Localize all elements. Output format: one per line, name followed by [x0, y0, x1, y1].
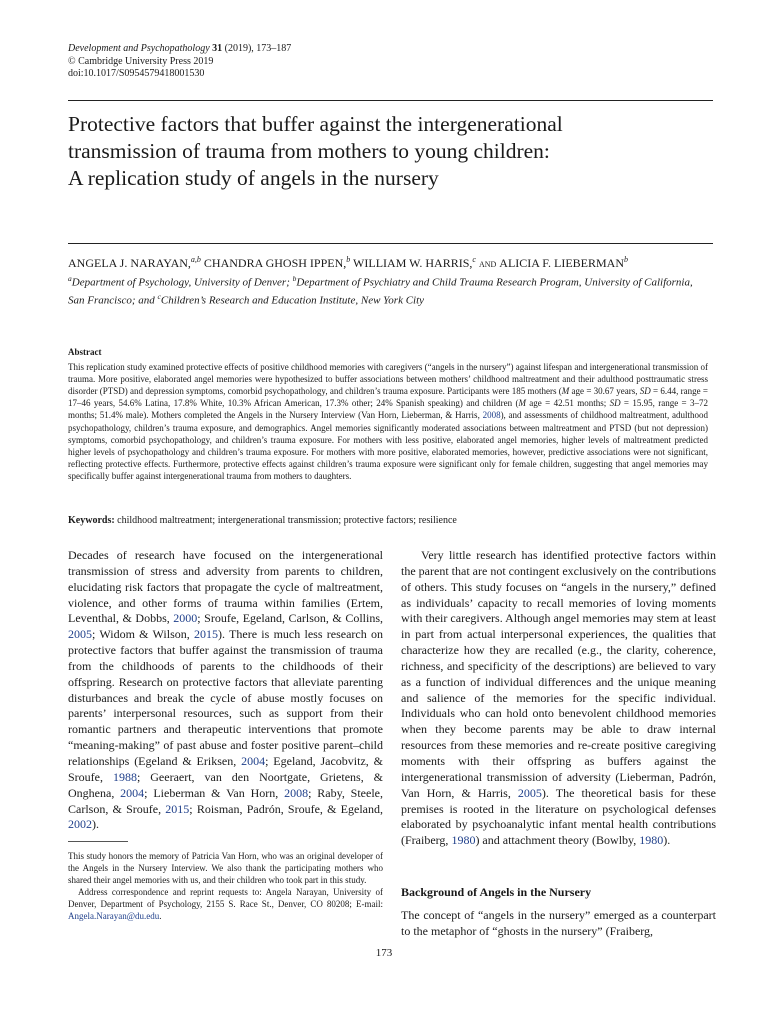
abstract-segment: age = 42.51 months;	[525, 398, 610, 409]
text-segment: ).	[663, 833, 671, 848]
abstract	[68, 346, 708, 482]
footnote-dedication: This study honors the memory of Patricia Van Horn, who was an original developer of the Angels in the Nursery Interview. We also thank the participating mothers who shared their angel memories with us, and their children who took part in this study.	[68, 851, 383, 886]
journal-name: Development and Psychopathology	[68, 43, 210, 54]
body-column-left	[68, 548, 383, 833]
citation-link[interactable]: 2004	[241, 753, 266, 768]
keywords-label: Keywords:	[68, 515, 115, 526]
journal-doi[interactable]: doi:10.1017/S0954579418001530	[68, 68, 205, 79]
header-rule	[68, 100, 713, 101]
journal-volume: 31	[212, 43, 223, 54]
abstract-segment: age = 30.67 years,	[569, 386, 640, 397]
abstract-text	[68, 361, 708, 482]
footnote-address	[68, 886, 383, 922]
citation-link[interactable]: 2015	[194, 627, 219, 642]
citation-link[interactable]: 2000	[173, 611, 198, 626]
author-1: ANGELA J. NARAYAN,	[68, 256, 191, 270]
text-segment: ; Raby, Steele, Carlson, & Sroufe,	[68, 785, 383, 816]
stat-symbol: M	[518, 398, 526, 409]
abstract-segment: = 15.95, range = 3–72 months; 51.4% male). Mothers completed the Angels in the Nursery Interview (Van Horn, Lieberman, & Harris,	[68, 398, 708, 421]
citation-link[interactable]: 2005	[68, 627, 92, 642]
affil-b: Department of Psychiatry and Child Trauma Research Program, University of California, San Francisco; and	[68, 276, 693, 307]
section-paragraph: The concept of “angels in the nursery” emerged as a counterpart to the metaphor of “ghosts in the nursery” (Fraiberg,	[401, 908, 716, 938]
journal-issue-pages: (2019), 173–187	[224, 43, 292, 54]
author-3-affil: c	[472, 255, 476, 264]
keywords-text: childhood maltreatment; intergenerational transmission; protective factors; resilience	[117, 515, 457, 526]
body-paragraph	[68, 548, 383, 833]
citation-link[interactable]: 2008	[284, 785, 309, 800]
citation-link[interactable]: 1980	[451, 833, 476, 848]
text-segment: ).	[92, 817, 99, 832]
stat-symbol: SD	[609, 398, 621, 409]
journal-header	[68, 43, 291, 81]
author-2-affil: b	[346, 255, 351, 264]
citation-link[interactable]: 2002	[68, 817, 92, 832]
affil-c-marker: c	[157, 291, 161, 301]
text-segment: ; Egeland, Jacobvitz, & Sroufe,	[68, 753, 383, 784]
footnote-rule	[68, 841, 128, 842]
author-4-affil: b	[624, 255, 629, 264]
citation-link[interactable]: 2005	[517, 785, 542, 800]
text-segment: ; Sroufe, Egeland, Carlson, & Collins,	[197, 611, 383, 626]
stat-symbol: SD	[639, 386, 651, 397]
text-segment: ; Geeraert, van den Noortgate, Grietens, & Onghena,	[68, 769, 383, 800]
email-link[interactable]: Angela.Narayan@du.edu	[68, 911, 160, 922]
abstract-segment: ), and assessments of childhood maltreatment, adulthood psychopathology, children’s trauma exposure, and demographics. Angel memories significantly moderated associations between maltreatment and PTSD (but not depression) symptoms, comorbid psychopathology, and children’s trauma exposure. For mothers with less positive, elaborated angel memories, higher levels of maltreatment predicted higher levels of psychopathology and children’s trauma exposure. For mothers with more positive, elaborated memories, however, predictive associations were not significant, reflecting protective effects. Furthermore, protective effects against children’s trauma exposure were significant only for female children, suggesting that angel memories may specifically buffer against intergenerational trauma from mothers to daughters.	[68, 410, 708, 481]
page-number: 173	[375, 947, 393, 959]
author-3: WILLIAM W. HARRIS,	[350, 256, 473, 270]
footnotes	[68, 850, 383, 923]
stat-symbol: M	[561, 386, 570, 397]
citation-link[interactable]: 1988	[112, 769, 137, 784]
text-segment: Decades of research have focused on the intergenerational transmission of stress and adversity from parents to children, elucidating risk factors that propagate the cycle of maltreatment, violence, and other forms of trauma within families (Ertem, Leventhal, & Dobbs,	[68, 548, 383, 626]
author-list	[68, 253, 718, 270]
citation-link[interactable]: 2015	[165, 801, 190, 816]
section-body	[401, 908, 716, 940]
title-line-3: A replication study of angels in the nursery	[68, 166, 439, 190]
title-line-2: transmission of trauma from mothers to young children:	[68, 139, 550, 163]
text-segment: Very little research has identified protective factors within the parent that are not contingent exclusively on the contributions of others. This study focuses on “angels in the nursery,” defined as individuals’ capacity to recall memories of loving moments with their caregivers. Although angel memories may stem at least in part from actual interpersonal experiences, the qualities that characterize how they are recalled (e.g., the clarity, coherence, richness, and specificity of the descriptions) are believed to vary as a function of individual differences and the unique meaning and salience of the memories for the specific individual. Individuals who can hold onto benevolent childhood memories when they become parents may be able to draw internal resources from these memories and re-create positive caregiving moments with their offspring as buffers against the intergenerational transmission of adversity (Lieberman, Padrón, Van Horn, & Harris,	[401, 548, 716, 800]
text-segment: ). The theoretical basis for these premises is rooted in the literature on psychological defenses elaborated by psychoanalytic infant mental health contributions (Fraiberg,	[401, 785, 716, 848]
keywords	[68, 514, 708, 527]
abstract-heading: Abstract	[68, 347, 102, 357]
affil-a: Department of Psychology, University of Denver;	[71, 276, 293, 289]
text-segment: ) and attachment theory (Bowlby,	[475, 833, 640, 848]
journal-copyright: © Cambridge University Press 2019	[68, 55, 214, 67]
affil-c: Children’s Research and Education Institute, New York City	[160, 294, 425, 307]
text-segment: ; Roisman, Padrón, Sroufe, & Egeland,	[189, 801, 384, 816]
body-column-right	[401, 548, 716, 849]
author-4: ALICIA F. LIEBERMAN	[499, 256, 625, 270]
citation-link[interactable]: 2008	[482, 410, 501, 421]
footnote-segment: Address correspondence and reprint requests to: Angela Narayan, University of Denver, Department of Psychology, 2155 S. Race St., Denver, CO 80208; E-mail:	[68, 887, 383, 910]
footnote-segment: .	[159, 911, 162, 922]
section-heading: Background of Angels in the Nursery	[401, 885, 592, 899]
article-title	[68, 111, 708, 192]
text-segment: ; Widom & Wilson,	[92, 627, 195, 642]
affiliations	[68, 272, 708, 307]
title-rule	[68, 243, 713, 244]
author-conjunction: and	[475, 256, 500, 270]
affil-b-marker: b	[292, 274, 297, 283]
text-segment: ; Lieberman & Van Horn,	[144, 785, 285, 800]
title-line-1: Protective factors that buffer against the intergenerational	[68, 112, 563, 136]
citation-link[interactable]: 2004	[120, 785, 145, 800]
author-2: CHANDRA GHOSH IPPEN,	[200, 256, 347, 270]
citation-link[interactable]: 1980	[639, 833, 664, 848]
abstract-segment: This replication study examined protective effects of positive childhood memories with caregivers (“angels in the nursery”) against lifespan and intergenerational transmission of trauma. More positive, elaborated angel memories were hypothesized to buffer associations between mothers’ childhood maltreatment and their adulthood posttraumatic stress disorder (PTSD) and depression symptoms, comorbid psychopathology, and children’s trauma exposure. Participants were 185 mothers (	[68, 362, 708, 397]
abstract-segment: = 6.44, range = 17–46 years, 54.6% Latina, 17.8% White, 10.3% African American, 17.3% other; 24% Spanish speaking) and children (	[68, 386, 709, 409]
author-1-affil: a,b	[190, 255, 201, 264]
text-segment: ). There is much less research on protective factors that buffer against the transmission of trauma from the childhoods of parents to the childhoods of their offspring. Research on protective factors that alleviate parenting disturbances and break the cycle of abuse mostly focuses on parents’ interpersonal resources, such as support from their romantic partners and therapeutic interventions that promote “meaning-making” of past abuse and foster positive parent–child relationships (Egeland & Eriksen,	[68, 627, 384, 768]
body-paragraph	[401, 548, 716, 849]
affil-a-marker: a	[68, 274, 72, 283]
